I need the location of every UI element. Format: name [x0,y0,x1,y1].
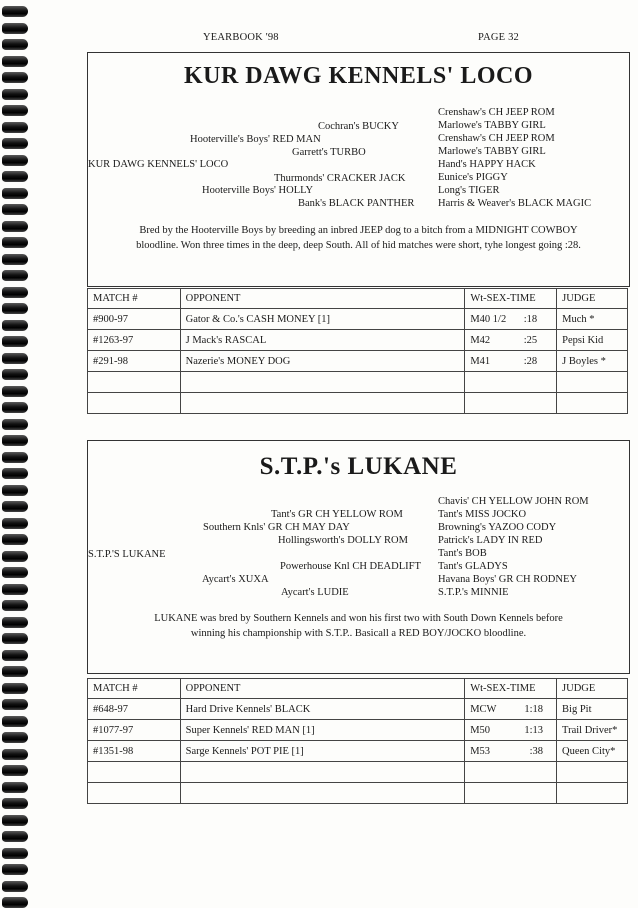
ped-ggp: Browning's YAZOO CODY [438,522,557,533]
match-number: #291-98 [88,351,181,372]
ped-ggp: Havana Boys' GR CH RODNEY [438,574,577,585]
table-row [88,720,628,741]
weight: M53 [470,745,491,757]
binding-ring [2,732,28,743]
ped-ggp: Crenshaw's CH JEEP ROM [438,107,555,118]
binding-ring [2,650,28,661]
opponent: Hard Drive Kennels' BLACK [180,699,465,720]
judge: Queen City* [557,741,628,762]
ped-ggp: Marlowe's TABBY GIRL [438,146,546,157]
binding-ring [2,237,28,248]
wt-sex-time [465,351,557,372]
dog-title: KUR DAWG KENNELS' LOCO [183,63,534,89]
binding-ring [2,501,28,512]
time: :38 [529,745,544,757]
story-line: Bred by the Hooterville Boys by breeding an inbred JEEP dog to a bitch from a MIDNIGHT COWBOY [139,225,578,236]
ped-ggp: Patrick's LADY IN RED [438,535,543,546]
table-row-empty [88,783,628,804]
binding-ring [2,782,28,793]
judge: Trail Driver* [557,720,628,741]
binding-ring [2,23,28,34]
binding-ring [2,171,28,182]
binding-ring [2,353,28,364]
page-number: PAGE 32 [478,32,519,43]
match-table-lukane [87,678,628,804]
time: :18 [523,313,538,325]
ped-subject: KUR DAWG KENNELS' LOCO [88,159,229,170]
binding-ring [2,468,28,479]
time: 1:13 [524,724,544,736]
ped-ggp: Eunice's PIGGY [438,172,508,183]
time: 1:18 [524,703,544,715]
opponent: J Mack's RASCAL [180,330,465,351]
binding-ring [2,600,28,611]
dog-story [88,223,629,253]
col-opponent: OPPONENT [180,289,465,309]
judge: Much * [557,309,628,330]
binding-ring [2,551,28,562]
wt-sex-time [465,330,557,351]
yearbook-header: YEARBOOK '98 [203,32,279,43]
weight: M41 [470,355,491,367]
judge: Pepsi Kid [557,330,628,351]
ped-dam-dam: Aycart's LUDIE [281,587,349,598]
table-row [88,351,628,372]
binding-ring [2,336,28,347]
ped-sire-dam: Hollingsworth's DOLLY ROM [278,535,408,546]
ped-subject: S.T.P.'S LUKANE [88,549,166,560]
binding-ring [2,402,28,413]
table-row [88,330,628,351]
col-judge: JUDGE [557,679,628,699]
story-line: LUKANE was bred by Southern Kennels and won his first two with South Down Kennels before [154,613,563,624]
binding-ring [2,699,28,710]
ped-ggp: Chavis' CH YELLOW JOHN ROM [438,496,589,507]
binding-ring [2,485,28,496]
judge: Big Pit [557,699,628,720]
ped-dam: Hooterville Boys' HOLLY [202,185,314,196]
binding-ring [2,716,28,727]
binding-ring [2,798,28,809]
match-number: #648-97 [88,699,181,720]
binding-ring [2,320,28,331]
dog-entry-loco [87,52,630,287]
binding-ring [2,204,28,215]
col-judge: JUDGE [557,289,628,309]
ped-ggp: Harris & Weaver's BLACK MAGIC [438,198,592,209]
ped-sire-dam: Garrett's TURBO [292,147,366,158]
binding-ring [2,831,28,842]
binding-ring [2,188,28,199]
binding-ring [2,270,28,281]
ped-dam: Aycart's XUXA [202,574,269,585]
spiral-binding [0,0,34,903]
binding-ring [2,584,28,595]
binding-ring [2,452,28,463]
wt-sex-time [465,741,557,762]
binding-ring [2,633,28,644]
table-row-empty [88,762,628,783]
opponent: Sarge Kennels' POT PIE [1] [180,741,465,762]
weight: M40 1/2 [470,313,507,325]
binding-ring [2,122,28,133]
wt-sex-time [465,309,557,330]
dog-story [88,611,629,641]
binding-ring [2,749,28,760]
binding-ring [2,435,28,446]
ped-ggp: S.T.P.'s MINNIE [438,587,509,598]
binding-ring [2,56,28,67]
binding-ring [2,138,28,149]
binding-ring [2,666,28,677]
story-line: bloodline. Won three times in the deep, deep South. All of hid matches were short, tyhe longest going :28. [136,240,581,251]
opponent: Gator & Co.'s CASH MONEY [1] [180,309,465,330]
binding-ring [2,881,28,892]
binding-ring [2,617,28,628]
binding-ring [2,221,28,232]
ped-dam-sire: Thurmonds' CRACKER JACK [274,173,406,184]
binding-ring [2,864,28,875]
binding-ring [2,72,28,83]
time: :25 [523,334,538,346]
binding-ring [2,155,28,166]
opponent: Super Kennels' RED MAN [1] [180,720,465,741]
binding-ring [2,89,28,100]
col-match: MATCH # [88,679,181,699]
ped-sire: Southern Knls' GR CH MAY DAY [203,522,350,533]
binding-ring [2,419,28,430]
binding-ring [2,303,28,314]
ped-sire: Hooterville's Boys' RED MAN [190,134,321,145]
weight: M50 [470,724,491,736]
col-opponent: OPPONENT [180,679,465,699]
ped-ggp: Long's TIGER [438,185,500,196]
binding-ring [2,848,28,859]
binding-ring [2,105,28,116]
ped-ggp: Tant's BOB [438,548,487,559]
binding-ring [2,6,28,17]
binding-ring [2,287,28,298]
match-number: #900-97 [88,309,181,330]
binding-ring [2,683,28,694]
dog-title: S.T.P.'s LUKANE [259,453,458,480]
table-header-row [88,289,628,309]
binding-ring [2,39,28,50]
ped-dam-sire: Powerhouse Knl CH DEADLIFT [280,561,421,572]
ped-sire-sire: Tant's GR CH YELLOW ROM [271,509,403,520]
table-row [88,741,628,762]
binding-ring [2,254,28,265]
weight: M42 [470,334,491,346]
ped-ggp: Tant's GLADYS [438,561,508,572]
col-match: MATCH # [88,289,181,309]
weight: MCW [470,703,497,715]
binding-ring [2,567,28,578]
table-row-empty [88,372,628,393]
wt-sex-time [465,699,557,720]
binding-ring [2,815,28,826]
col-wt-sex-time: Wt-SEX-TIME [465,289,557,309]
ped-ggp: Tant's MISS JOCKO [438,509,527,520]
ped-ggp: Hand's HAPPY HACK [438,159,536,170]
dog-entry-lukane [87,440,630,674]
ped-ggp: Marlowe's TABBY GIRL [438,120,546,131]
col-wt-sex-time: Wt-SEX-TIME [465,679,557,699]
match-number: #1077-97 [88,720,181,741]
table-header-row [88,679,628,699]
table-row [88,309,628,330]
ped-ggp: Crenshaw's CH JEEP ROM [438,133,555,144]
binding-ring [2,518,28,529]
judge: J Boyles * [557,351,628,372]
opponent: Nazerie's MONEY DOG [180,351,465,372]
table-row-empty [88,393,628,414]
ped-sire-sire: Cochran's BUCKY [318,121,399,132]
binding-ring [2,765,28,776]
wt-sex-time [465,720,557,741]
story-line: winning his championship with S.T.P.. Basicall a RED BOY/JOCKO bloodline. [190,628,527,639]
match-table-loco [87,288,628,414]
match-number: #1263-97 [88,330,181,351]
binding-ring [2,369,28,380]
ped-dam-dam: Bank's BLACK PANTHER [298,198,415,209]
time: :28 [523,355,538,367]
binding-ring [2,386,28,397]
table-row [88,699,628,720]
match-number: #1351-98 [88,741,181,762]
binding-ring [2,534,28,545]
